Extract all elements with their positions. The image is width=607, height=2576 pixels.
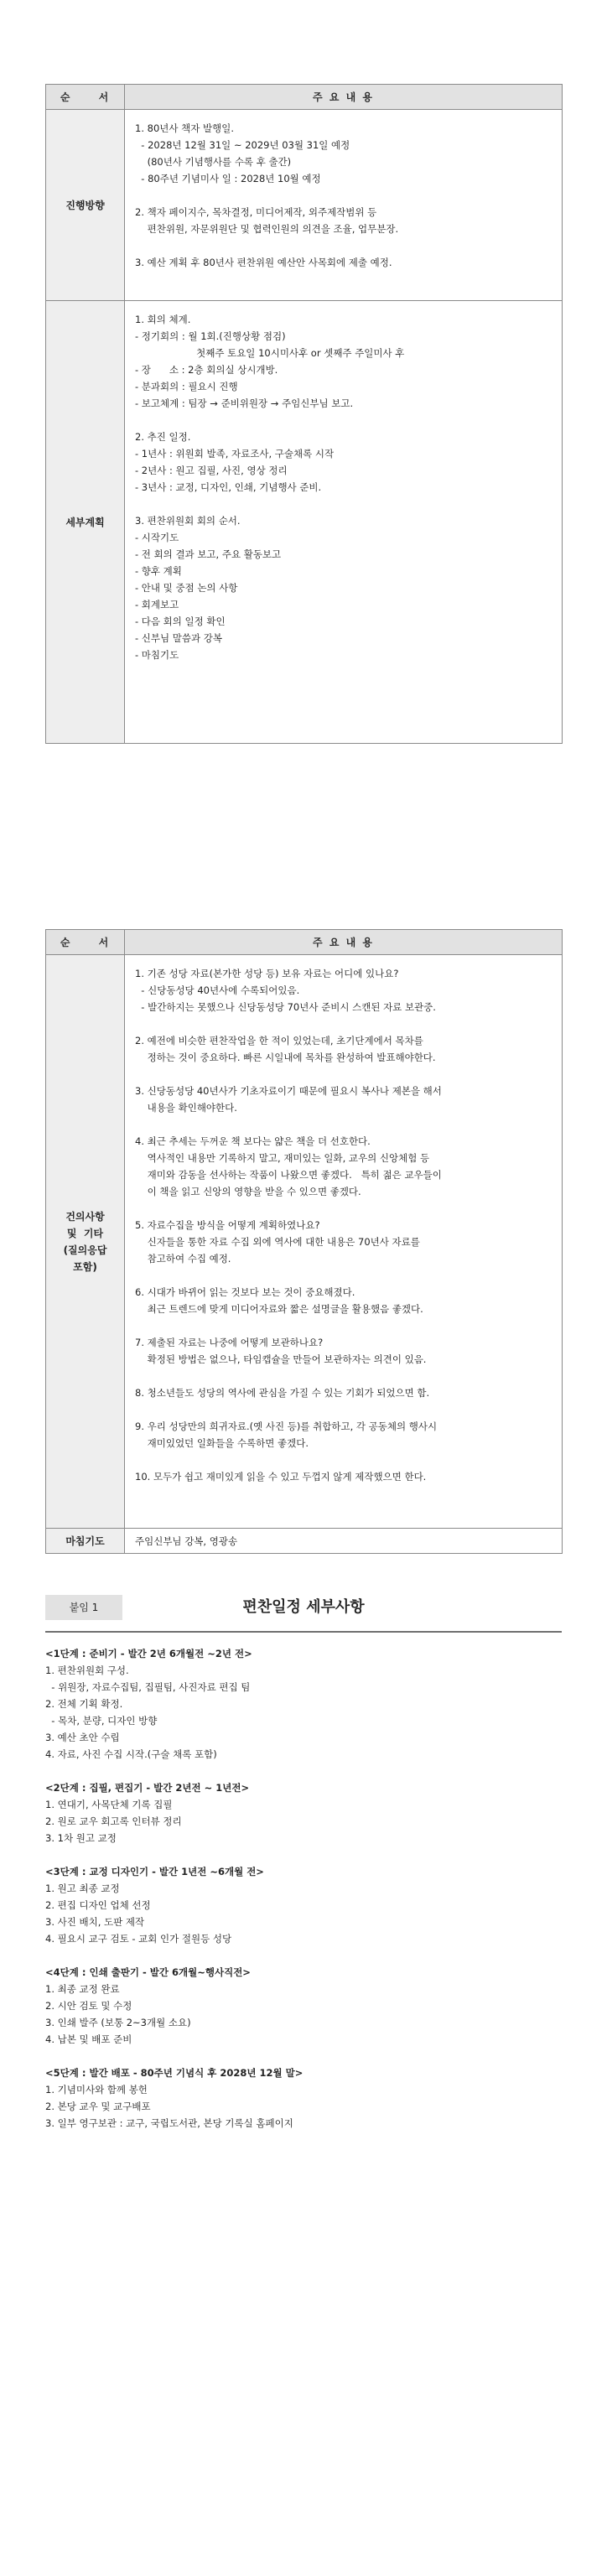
text-line: 역사적인 내용만 기록하지 말고, 재미있는 일화, 교우의 신앙체험 등 (135, 1152, 430, 1164)
text-line: 1. 최종 교정 완료 (45, 1983, 120, 1995)
text-line: 8. 청소년들도 성당의 역사에 관심을 가질 수 있는 기회가 되었으면 함. (135, 1387, 430, 1399)
text-line: 확정된 방법은 없으나, 타임캡슐을 만들어 보관하자는 의견이 있음. (135, 1353, 427, 1365)
text-line: 재미와 감동을 선사하는 작품이 나왔으면 좋겠다. 특히 젊은 교우들이 (135, 1169, 442, 1181)
text-line: 1. 편찬위원회 구성. (45, 1665, 129, 1676)
text-line: - 80주년 기념미사 일 : 2028년 10월 예정 (135, 173, 321, 184)
table-row (46, 1529, 563, 1554)
text-line: 및 기타 (66, 1227, 104, 1239)
text-line: 3. 인쇄 발주 (보통 2~3개월 소요) (45, 2017, 191, 2028)
text-line: - 2년사 : 원고 집필, 사진, 영상 정리 (135, 465, 288, 476)
phase-title: <5단계 : 발간 배포 - 80주년 기념식 후 2028년 12월 말> (45, 2067, 304, 2079)
text-line: 첫째주 토요일 10시미사후 or 셋째주 주일미사 후 (135, 347, 405, 359)
text-line: - 위원장, 자료수집팀, 집필팀, 사진자료 편집 팀 (45, 1681, 251, 1693)
text-line: - 다음 회의 일정 확인 (135, 615, 226, 627)
text-line: - 정기회의 : 월 1회.(진행상황 점검) (135, 330, 286, 342)
text-line: 2. 본당 교우 및 교구배포 (45, 2101, 151, 2112)
line-spacer (135, 187, 552, 204)
phase-title: <3단계 : 교정 디자인기 - 발간 1년전 ~6개월 전> (45, 1866, 264, 1877)
appendix-title-bar (45, 1585, 562, 1633)
text-line: - 마침기도 (135, 649, 179, 661)
phase-2 (45, 1779, 562, 1846)
plan-table (45, 84, 563, 744)
row-label-suggestions (46, 955, 125, 1529)
appendix-tag: 붙임 1 (45, 1595, 122, 1620)
schedule-list (45, 1645, 562, 2148)
row-content-detail-plan (125, 301, 563, 744)
text-line: - 시작기도 (135, 532, 179, 543)
text-line: 1. 80년사 책자 발행일. (135, 122, 234, 134)
text-line: 3. 편찬위원회 회의 순서. (135, 515, 241, 527)
text-line: 3. 예산 계획 후 80년사 편찬위원 예산안 사목회에 제출 예정. (135, 257, 392, 268)
text-line: 2. 원로 교우 회고록 인터뷰 정리 (45, 1815, 182, 1827)
line-spacer (135, 1317, 552, 1334)
text-line: 1. 연대기, 사목단체 기록 집필 (45, 1799, 173, 1810)
text-line: 재미있었던 일화들을 수록하면 좋겠다. (135, 1437, 309, 1449)
table-row (46, 301, 563, 744)
text-line: - 2028년 12월 31일 ~ 2029년 03월 31일 예정 (135, 139, 350, 151)
text-line: 편찬위원, 자문위원단 및 협력인원의 의견을 조율, 업무분장. (135, 223, 399, 235)
line-spacer (135, 237, 552, 254)
text-line: 4. 납본 및 배포 준비 (45, 2033, 132, 2045)
text-line: - 분과회의 : 필요시 진행 (135, 381, 238, 392)
row-label-direction: 진행방향 (46, 110, 125, 301)
text-line: - 장 소 : 2층 회의실 상시개방. (135, 364, 278, 376)
text-line: - 신당동성당 40년사에 수록되어있음. (135, 984, 300, 996)
text-line: 최근 트렌드에 맞게 미디어자료와 짧은 설명글을 활용했음 좋겠다. (135, 1303, 423, 1315)
phase-3 (45, 1863, 562, 1947)
line-spacer (135, 412, 552, 428)
line-spacer (135, 1267, 552, 1284)
phase-1 (45, 1645, 562, 1763)
line-spacer (135, 1368, 552, 1384)
text-line: 4. 자료, 사진 수집 시작.(구술 채록 포함) (45, 1748, 217, 1760)
line-spacer (135, 1066, 552, 1083)
text-line: 2. 예전에 비슷한 편찬작업을 한 적이 있었는데, 초기단계에서 목차를 (135, 1035, 423, 1046)
line-spacer (135, 1015, 552, 1032)
text-line: - 발간하지는 못했으나 신당동성당 70년사 준비시 스캔된 자료 보관중. (135, 1001, 436, 1013)
text-line: 3. 사진 배치, 도판 제작 (45, 1916, 145, 1928)
text-line: 2. 편집 디자인 업체 선정 (45, 1899, 151, 1911)
line-spacer (135, 496, 552, 512)
text-line: 7. 제출된 자료는 나중에 어떻게 보관하나요? (135, 1337, 324, 1348)
header-order: 순 서 (46, 930, 125, 955)
text-line: 1. 회의 체계. (135, 314, 191, 325)
row-label-detail-plan: 세부계획 (46, 301, 125, 744)
text-line: 내용을 확인해야한다. (135, 1102, 237, 1114)
text-line: 신자들을 통한 자료 수집 외에 역사에 대한 내용은 70년사 자료를 (135, 1236, 420, 1248)
text-line: 2. 시안 검토 및 수정 (45, 2000, 132, 2012)
text-line: 주임신부님 강복, 영광송 (135, 1535, 238, 1547)
text-line: 1. 원고 최종 교정 (45, 1883, 120, 1894)
text-line: 3. 신당동성당 40년사가 기초자료이기 때문에 필요시 복사나 제본을 해서 (135, 1085, 442, 1097)
header-content: 주 요 내 용 (125, 85, 563, 110)
phase-5 (45, 2064, 562, 2132)
text-line: (80년사 기념행사를 수록 후 출간) (135, 156, 292, 168)
text-line: 1. 기념미사와 함께 봉헌 (45, 2084, 148, 2096)
text-line: 2. 추진 일정. (135, 431, 191, 443)
text-line: - 목차, 분량, 디자인 방향 (45, 1715, 158, 1727)
text-line: 6. 시대가 바뀌어 읽는 것보다 보는 것이 중요해졌다. (135, 1286, 355, 1298)
meeting-table-1 (45, 84, 562, 744)
line-spacer (135, 1401, 552, 1418)
row-label-closing-prayer (46, 1529, 125, 1554)
line-spacer (135, 1200, 552, 1217)
appendix-title: 편찬일정 세부사항 (242, 1598, 365, 1616)
header-content: 주 요 내 용 (125, 930, 563, 955)
appendix-header (45, 1585, 562, 1633)
table-header-row (46, 930, 563, 955)
text-line: 4. 필요시 교구 검토 - 교회 인가 절원등 성당 (45, 1933, 232, 1945)
phase-title: <1단계 : 준비기 - 발간 2년 6개월전 ~2년 전> (45, 1648, 252, 1659)
table-row (46, 110, 563, 301)
meeting-table-2 (45, 929, 562, 1554)
row-content-closing-prayer (125, 1529, 563, 1554)
text-line: - 보고체계 : 팀장 → 준비위원장 → 주임신부님 보고. (135, 397, 354, 409)
text-line: (질의응답 (63, 1244, 107, 1256)
text-line: 4. 최근 추세는 두꺼운 책 보다는 얇은 책을 더 선호한다. (135, 1135, 371, 1147)
text-line: 건의사항 (65, 1210, 105, 1223)
text-line: - 향후 계획 (135, 565, 182, 577)
text-line: 이 책을 읽고 신앙의 영향을 받을 수 있으면 좋겠다. (135, 1186, 361, 1197)
text-line: 2. 전체 기획 확정. (45, 1698, 123, 1710)
text-line: 참고하여 수집 예정. (135, 1253, 231, 1265)
text-line: 5. 자료수집을 방식을 어떻게 계획하였나요? (135, 1219, 320, 1231)
line-spacer (135, 1116, 552, 1133)
phase-title: <2단계 : 집필, 편집기 - 발간 2년전 ~ 1년전> (45, 1782, 250, 1794)
text-line: 3. 예산 초안 수립 (45, 1732, 120, 1743)
text-line: - 신부님 말씀과 강복 (135, 632, 222, 644)
text-line: 9. 우리 성당만의 희귀자료.(옛 사진 등)를 취합하고, 각 공동체의 행사시 (135, 1420, 438, 1432)
text-line: - 안내 및 중점 논의 사항 (135, 582, 238, 594)
text-line: 정하는 것이 중요하다. 빠른 시일내에 목차를 완성하여 발표해야한다. (135, 1052, 436, 1063)
table-row (46, 955, 563, 1529)
line-spacer (135, 1452, 552, 1468)
text-line: 2. 책자 페이지수, 목차결정, 미디어제작, 외주제작범위 등 (135, 206, 377, 218)
text-line: 3. 1차 원고 교정 (45, 1832, 117, 1844)
text-line: 마침기도 (65, 1535, 105, 1547)
row-content-suggestions (125, 955, 563, 1529)
text-line: - 전 회의 결과 보고, 주요 활동보고 (135, 548, 282, 560)
text-line: 포함) (73, 1260, 97, 1273)
text-line: 3. 일부 영구보관 : 교구, 국립도서관, 본당 기록실 홈페이지 (45, 2117, 293, 2129)
text-line: - 3년사 : 교정, 디자인, 인쇄, 기념행사 준비. (135, 481, 322, 493)
row-content-direction (125, 110, 563, 301)
text-line: - 회계보고 (135, 599, 179, 610)
header-order: 순 서 (46, 85, 125, 110)
discussion-table (45, 929, 563, 1554)
text-line: 10. 모두가 쉽고 재미있게 읽을 수 있고 두껍지 않게 제작했으면 한다. (135, 1471, 427, 1483)
phase-title: <4단계 : 인쇄 출판기 - 발간 6개월~행사직전> (45, 1966, 251, 1978)
table-header-row (46, 85, 563, 110)
text-line: - 1년사 : 위원회 발족, 자료조사, 구술채록 시작 (135, 448, 335, 460)
text-line: 1. 기존 성당 자료(본가한 성당 등) 보유 자료는 어디에 있나요? (135, 968, 399, 979)
phase-4 (45, 1964, 562, 2048)
